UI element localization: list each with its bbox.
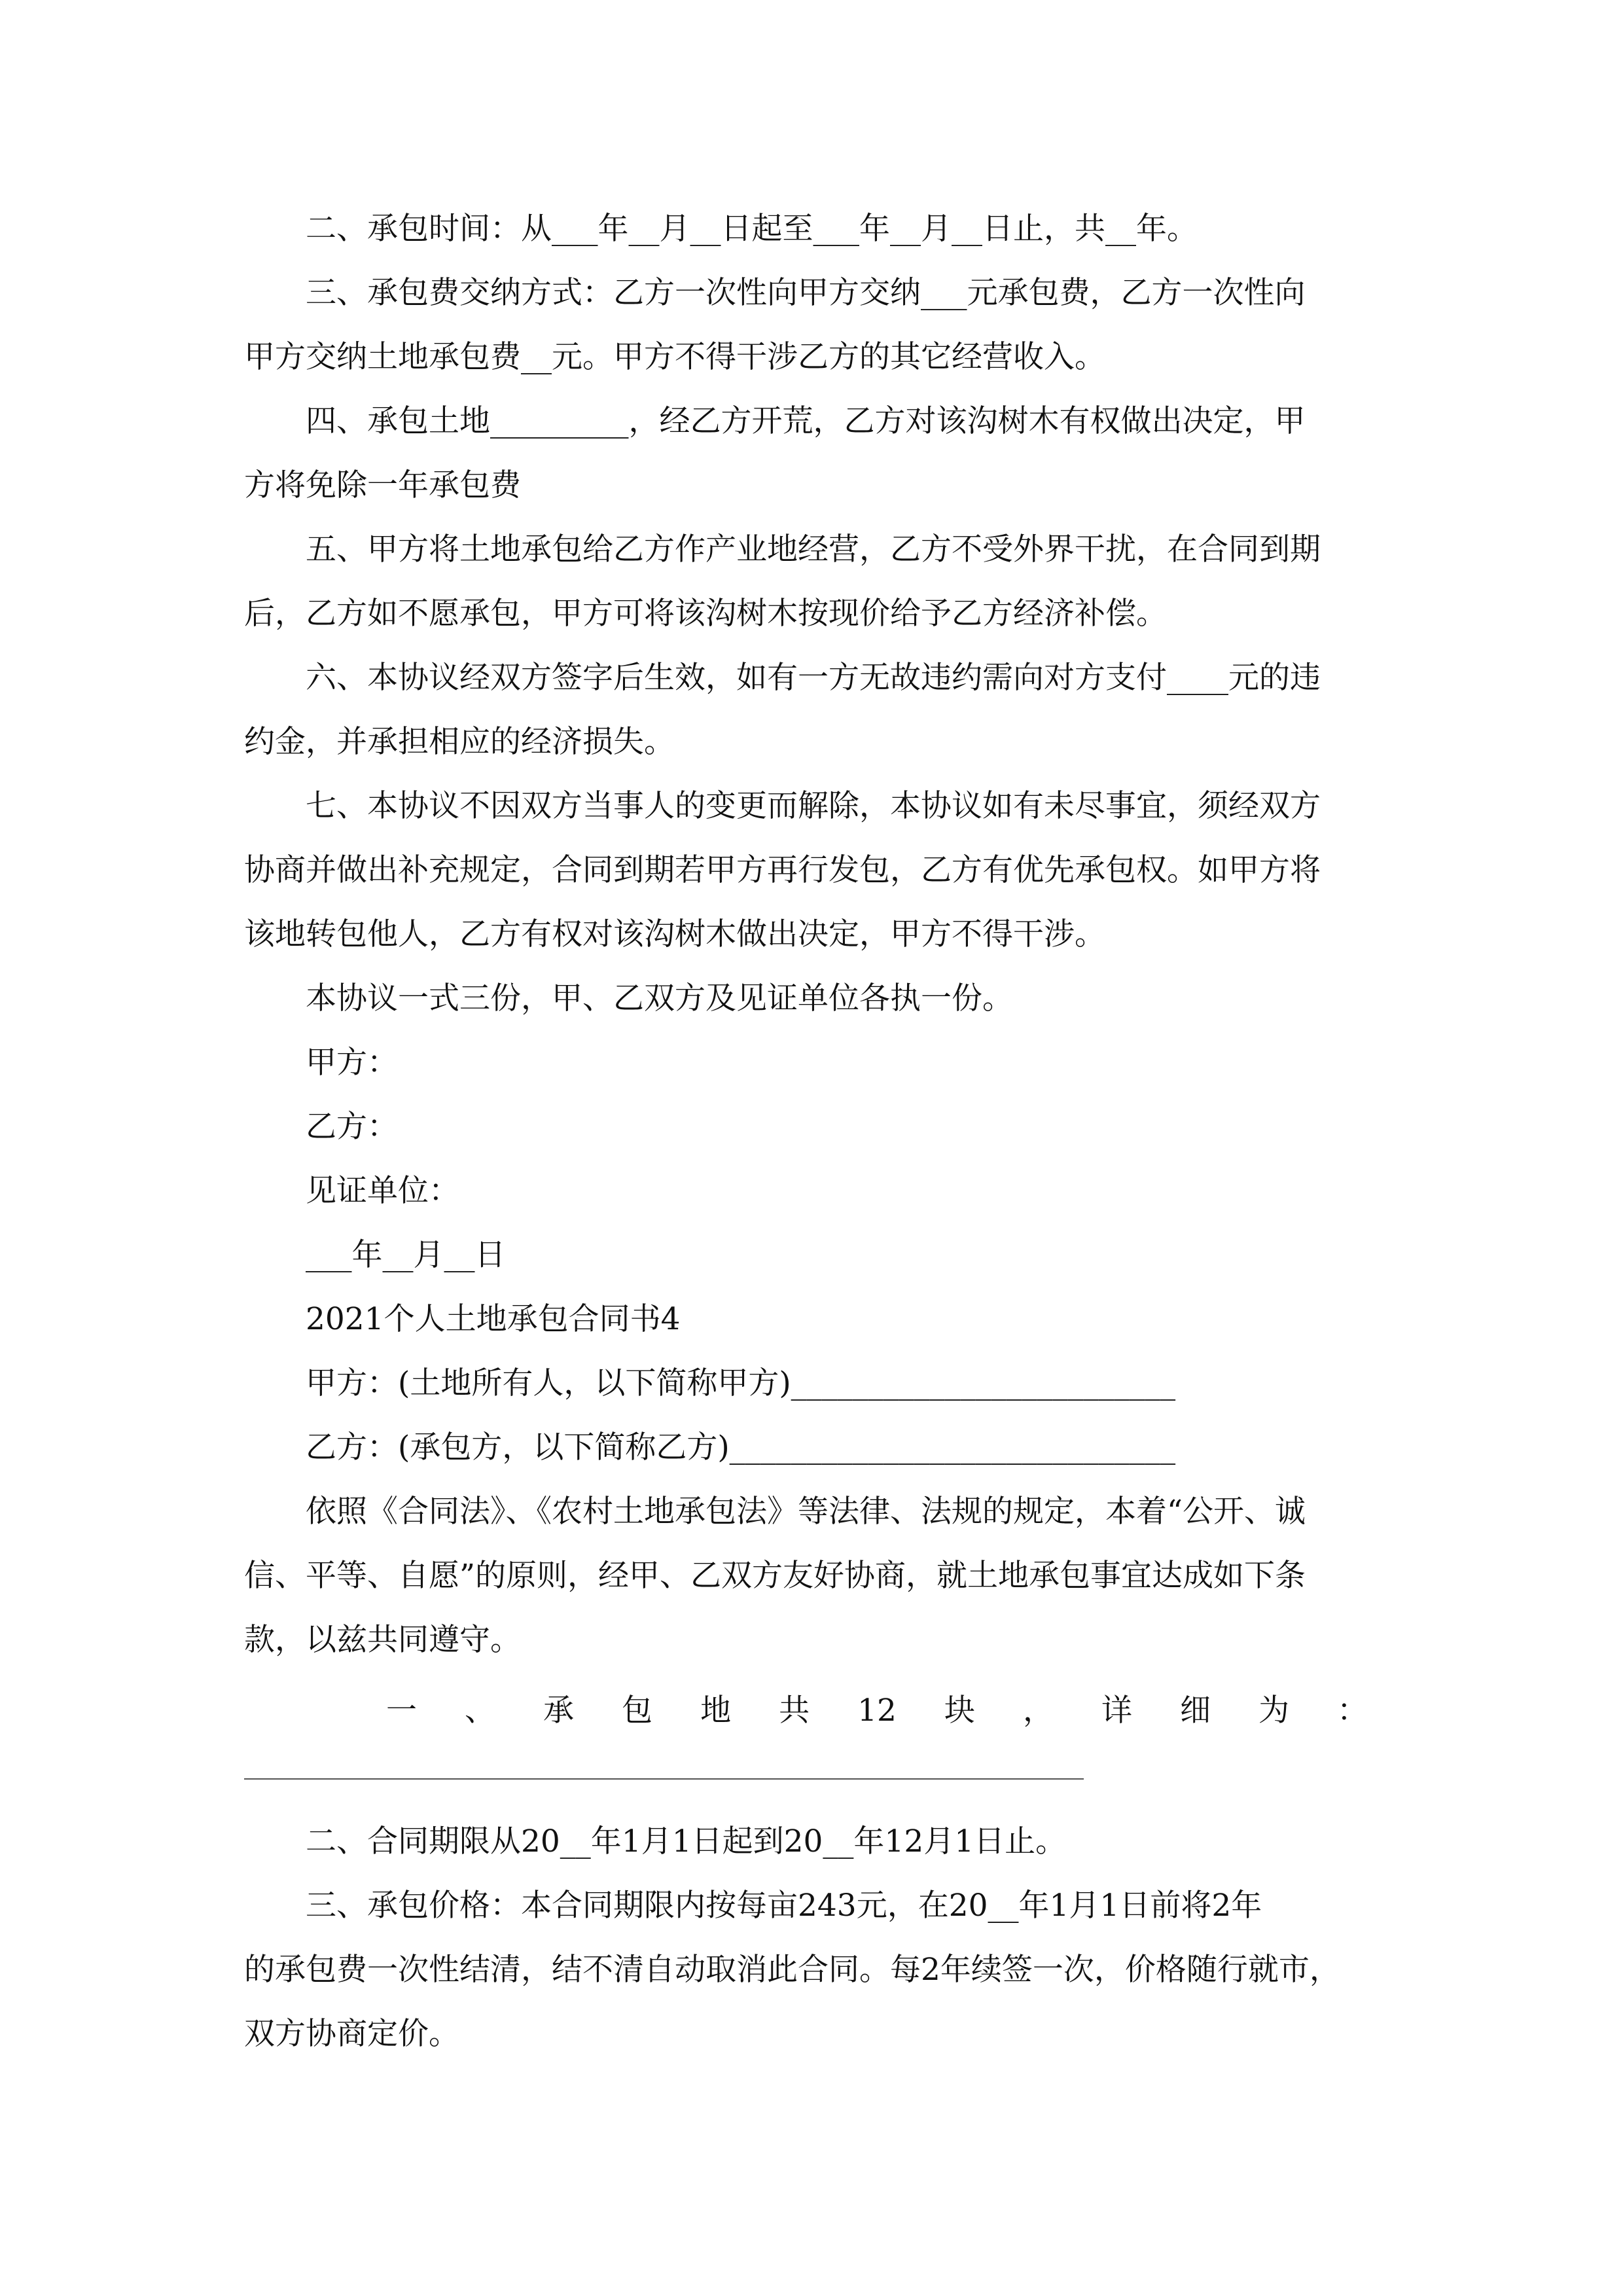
section-title: 2021个人土地承包合同书4 [244, 1301, 681, 1337]
text-line: 该地转包他人，乙方有权对该沟树木做出决定，甲方不得干涉。 [244, 916, 1105, 952]
text-line: 方将免除一年承包费 [244, 467, 521, 503]
text-line: 甲方：(土地所有人，以下简称甲方)_________________________ [244, 1365, 1176, 1401]
text-line: 二、合同期限从20__年1月1日起到20__年12月1日止。 [244, 1823, 1067, 1859]
text-line: 三、承包费交纳方式：乙方一次性向甲方交纳___元承包费，乙方一次性向 [244, 275, 1306, 311]
spaced-char: ， [1022, 1693, 1054, 1729]
text-line: 甲方交纳土地承包费__元。甲方不得干涉乙方的其它经营收入。 [244, 339, 1105, 375]
text-line: 信、平等、自愿”的原则，经甲、乙双方友好协商，就土地承包事宜达成如下条 [244, 1558, 1306, 1594]
text-line: 依照《合同法》、《农村土地承包法》等法律、法规的规定，本着“公开、诚 [244, 1494, 1306, 1530]
spaced-char: ： [1337, 1693, 1368, 1729]
spaced-char: 为 [1258, 1693, 1289, 1729]
text-line: 七、本协议不因双方当事人的变更而解除，本协议如有未尽事宜，须经双方 [244, 788, 1321, 824]
party-a-label: 甲方： [244, 1045, 398, 1081]
spaced-char: 承 [543, 1693, 575, 1729]
text-line: 协商并做出补充规定，合同到期若甲方再行发包，乙方有优先承包权。如甲方将 [244, 852, 1321, 888]
text-line: 后，乙方如不愿承包，甲方可将该沟树木按现价给予乙方经济补偿。 [244, 596, 1167, 632]
text-line: 三、承包价格：本合同期限内按每亩243元，在20__年1月1日前将2年 [244, 1888, 1262, 1924]
text-line: 的承包费一次性结清，结不清自动取消此合同。每2年续签一次，价格随行就市， [244, 1952, 1340, 1988]
spaced-char: 块 [944, 1693, 975, 1729]
spaced-char: 包 [622, 1693, 653, 1729]
text-line: 款，以兹共同遵守。 [244, 1622, 521, 1658]
text-line: 六、本协议经双方签字后生效，如有一方无故违约需向对方支付____元的违 [244, 660, 1321, 696]
text-line: 约金，并承担相应的经济损失。 [244, 724, 675, 760]
spaced-char: 细 [1179, 1693, 1211, 1729]
text-line: 五、甲方将土地承包给乙方作产业地经营，乙方不受外界干扰，在合同到期 [244, 531, 1321, 567]
text-line: 乙方：(承包方，以下简称乙方)_____________________________ [244, 1429, 1176, 1465]
witness-label: 见证单位： [244, 1173, 459, 1209]
text-line: 二、承包时间：从___年__月__日起至___年__月__日止，共__年。 [244, 211, 1198, 247]
spaced-char: 12 [857, 1693, 897, 1729]
party-b-label: 乙方： [244, 1109, 398, 1145]
text-line: 本协议一式三份，甲、乙双方及见证单位各执一份。 [244, 980, 1013, 1016]
spaced-char: 一 [386, 1693, 417, 1729]
spaced-clause-line [386, 1691, 1368, 1731]
text-line: 四、承包土地_________，经乙方开荒，乙方对该沟树木有权做出决定，甲 [244, 403, 1306, 439]
text-line: 双方协商定价。 [244, 2016, 459, 2052]
spaced-char: 共 [779, 1693, 810, 1729]
spaced-char: 地 [700, 1693, 732, 1729]
date-line: ___年__月__日 [244, 1237, 506, 1273]
spaced-char: 、 [465, 1693, 496, 1729]
blank-underline-rule [244, 1778, 1084, 1780]
spaced-char: 详 [1101, 1693, 1132, 1729]
